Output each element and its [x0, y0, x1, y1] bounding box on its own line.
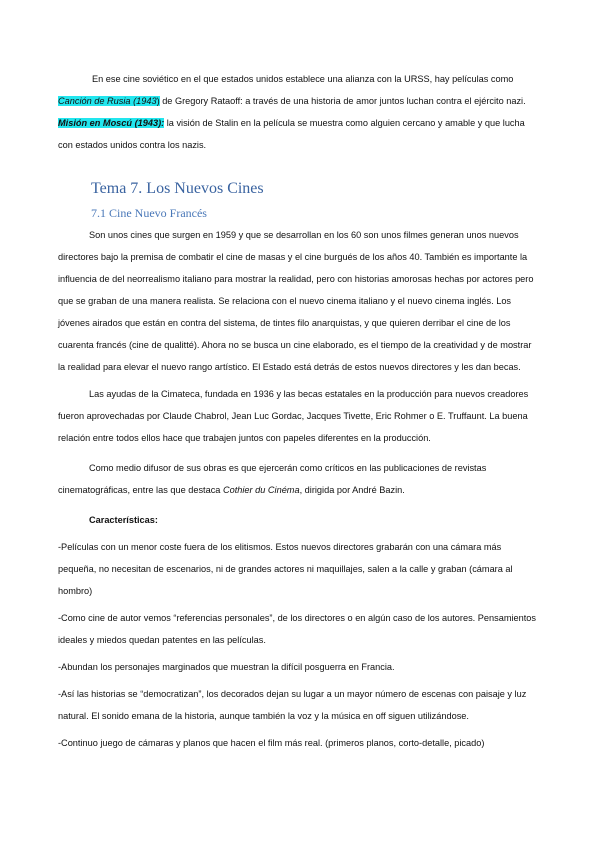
paragraph-2: Las ayudas de la Cimateca, fundada en 1936 y las becas estatales en la producción para nuevos creadores fueron aprovechadas por Claude Chabrol, Jean Luc Gordac, Jacques Tivette, Eric Rohmer o E. Truffaunt. La buena relación entre todos ellos hace que trabajen juntos con papeles diferentes en la producción.	[58, 389, 529, 443]
film-highlight-mision: Misión en Moscú (1943):	[58, 118, 165, 128]
intro-paragraph	[58, 68, 541, 156]
magazine-title: Cothier du Cinéma	[222, 485, 300, 495]
bullet-item: -Abundan los personajes marginados que muestran la difícil posguerra en Francia.	[58, 662, 395, 672]
bullet-item: -Así las historias se “democratizan”, los decorados dejan su lugar a un mayor número de escenas con paisaje y luz natural. El sonido emana de la historia, aunque también la voz y la música en off siguen utilizándose.	[58, 689, 527, 721]
section-heading: Tema 7. Los Nuevos Cines	[91, 180, 264, 197]
bullet-item: -Continuo juego de cámaras y planos que hacen el film más real. (primeros planos, corto-detalle, picado)	[58, 738, 485, 748]
paragraph-3: Como medio difusor de sus obras es que ejercerán como críticos en las publicaciones de revistas cinematográficas, entre las que destaca Cothier du Cinéma, dirigida por André Bazin.	[58, 463, 487, 495]
caracteristicas-label: Características:	[89, 515, 158, 525]
intro-after-film2: la visión de Stalin en la película se muestra como alguien cercano y amable y que lucha con estados unidos contra los nazis.	[58, 118, 525, 150]
film-highlight-cancion: Canción de Rusia (1943)	[58, 96, 160, 106]
bullet-item: -Películas con un menor coste fuera de los elitismos. Estos nuevos directores grabarán con una cámara más pequeña, no necesitan de escenarios, ni de grandes actores ni maquillajes, salen a la calle y graban (cámara al hombro)	[58, 542, 513, 596]
paragraph-1: Son unos cines que surgen en 1959 y que se desarrollan en los 60 son unos filmes generan unos nuevos directores bajo la premisa de combatir el cine de masas y el cine burgués de los años 40. También es importante la influencia de del neorrealismo italiano para mostrar la realidad, pero con historias amorosas hechas por actores pero que se graban de una manera realista. Se relaciona con el nuevo cinema italiano y el nuevo cinema inglés. Los jóvenes airados que están en contra del sistema, de tintes filo anarquistas, y que quieren derribar el cine de los cuarenta francés (cine de qualitté). Ahora no se busca un cine elaborado, es el tiempo de la creatividad y de mostrar la realidad para elevar el nuevo rango artístico. El Estado está detrás de estos nuevos directores y les dan becas.	[58, 230, 534, 372]
bullet-item: -Como cine de autor vemos “referencias personales”, de los directores o en algún caso de los autores. Pensamientos ideales y miedos quedan patentes en las películas.	[58, 613, 537, 645]
section-subheading: 7.1 Cine Nuevo Francés	[91, 206, 207, 220]
intro-line1: En ese cine soviético en el que estados unidos establece una alianza con la URSS, hay películas como	[92, 74, 514, 84]
intro-after-film1: de Gregory Rataoff: a través de una historia de amor juntos luchan contra el ejército nazi.	[159, 96, 526, 106]
